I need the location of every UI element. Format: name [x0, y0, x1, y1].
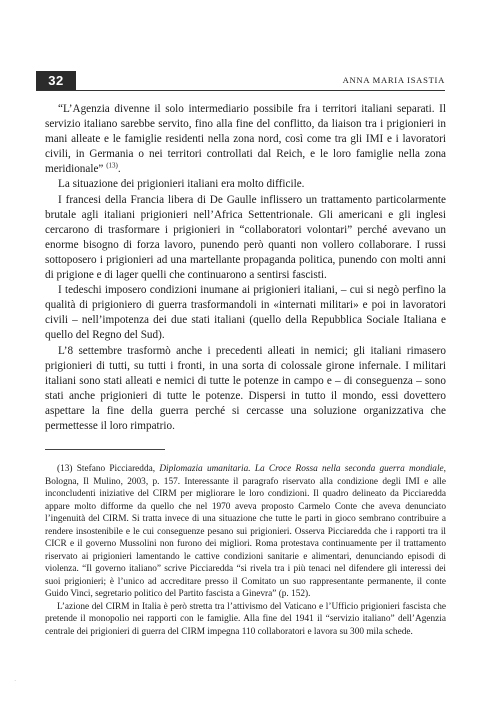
footnote-13-continued: L’azione del CIRM in Italia è però stretta tra l’attivismo del Vaticano e l’Ufficio prigionieri fascista che pretende il monopolio nei rapporti con le famiglie. Alla fine del 1941 il “servizio italiano” dell’Agenzia centrale dei prigionieri di guerra del CIRM impegna 110 collaboratori e lavora su 300 mila schede. [45, 601, 446, 637]
header-rule [36, 90, 445, 91]
page-header [36, 71, 445, 91]
paragraph-1-text: “L’Agenzia divenne il solo intermediario possibile fra i territori italiani separati. Il servizio italiano sarebbe servito, fino alla fine del conflitto, da liaison tra i prigionieri in mani alleate e le famiglie residenti nella zona nord, così come tra gli IMI e i lavoratori civili, in Germania o nei territori controllati dal Reich, e le loro famiglie nella zona meridionale” [45, 103, 446, 176]
footnote-13-text: , Bologna, Il Mulino, 2003, p. 157. Interessante il paragrafo riservato alla condizione degli IMI e alle inconcludenti iniziative del CIRM per migliorare le loro condizioni. Il quadro delineato da Picciaredda appare molto difforme da quello che nel 1970 aveva proposto Carmelo Conte che aveva denunciato l’ingenuità del CIRM. Si tratta invece di una situazione che tutte le parti in gioco sembrano contribuire a rendere insostenibile e le cui conseguenze pesano sui prigionieri. Osserva Picciaredda che i rapporti tra il CICR e il governo Mussolini non furono dei migliori. Roma protestava continuamente per il trattamento riservato ai prigionieri lamentando le cattive condizioni sanitarie e alimentari, denunciando episodi di violenza. “Il governo italiano” scrive Picciaredda “si rivela tra i più tenaci nel difendere gli interessi dei suoi prigionieri; è l’unico ad accreditare presso il Comitato un suo rappresentante permanente, il conte Guido Vinci, segretario politico del Partito fascista a Ginevra” (p. 152). [45, 464, 446, 599]
footnote-rule [45, 449, 165, 450]
footnote-13-prefix: (13) Stefano Picciaredda, [57, 464, 156, 474]
paragraph-3: I francesi della Francia libera di De Gaulle inflissero un trattamento particolarmente brutale agli italiani prigionieri nell’Africa Settentrionale. Gli americani e gli inglesi cercarono di trasformare i prigionieri in “collaboratori volontari” perché avevano un enorme bisogno di forza lavoro, punendo però quanti non vollero collaborare. I russi sottoposero i prigionieri ad una martellante propaganda politica, punendo con molti anni di prigione e di lager quelli che continuarono a sentirsi fascisti. [45, 193, 446, 282]
paragraph-1-end: . [117, 163, 121, 176]
footnote-ref-13[interactable]: (13) [106, 161, 118, 170]
footnotes [45, 449, 446, 638]
footnote-13-title: Diplomazia umanitaria. La Croce Rossa nella seconda guerra mondiale [159, 464, 444, 474]
page-number: 32 [36, 71, 76, 90]
margin-mark: · [14, 677, 17, 685]
body-text [45, 102, 446, 434]
paragraph-1 [45, 102, 446, 177]
running-head: ANNA MARIA ISASTIA [342, 75, 445, 85]
paragraph-2: La situazione dei prigionieri italiani era molto difficile. [58, 178, 305, 191]
footnote-13 [45, 463, 446, 601]
paragraph-5: L’8 settembre trasformò anche i precedenti alleati in nemici; gli italiani rimasero prigionieri di tutti, su tutti i fronti, in una sorta di colossale girone infernale. I militari italiani sono stati alleati e nemici di tutte le potenze in campo e – di conseguenza – sono stati anche prigionieri di tutte le potenze. Dispersi in tutto il mondo, essi dovettero aspettare la fine della guerra perché si cercasse una soluzione organizzativa che permettesse il loro rimpatrio. [45, 344, 446, 432]
paragraph-4: I tedeschi imposero condizioni inumane ai prigionieri italiani, – cui si negò perfino la qualità di prigioniero di guerra trasformandoli in «internati militari» e poi in lavoratori civili – nell’impotenza dei due stati italiani (quello della Repubblica Sociale Italiana e quello del Regno del Sud). [45, 284, 446, 342]
